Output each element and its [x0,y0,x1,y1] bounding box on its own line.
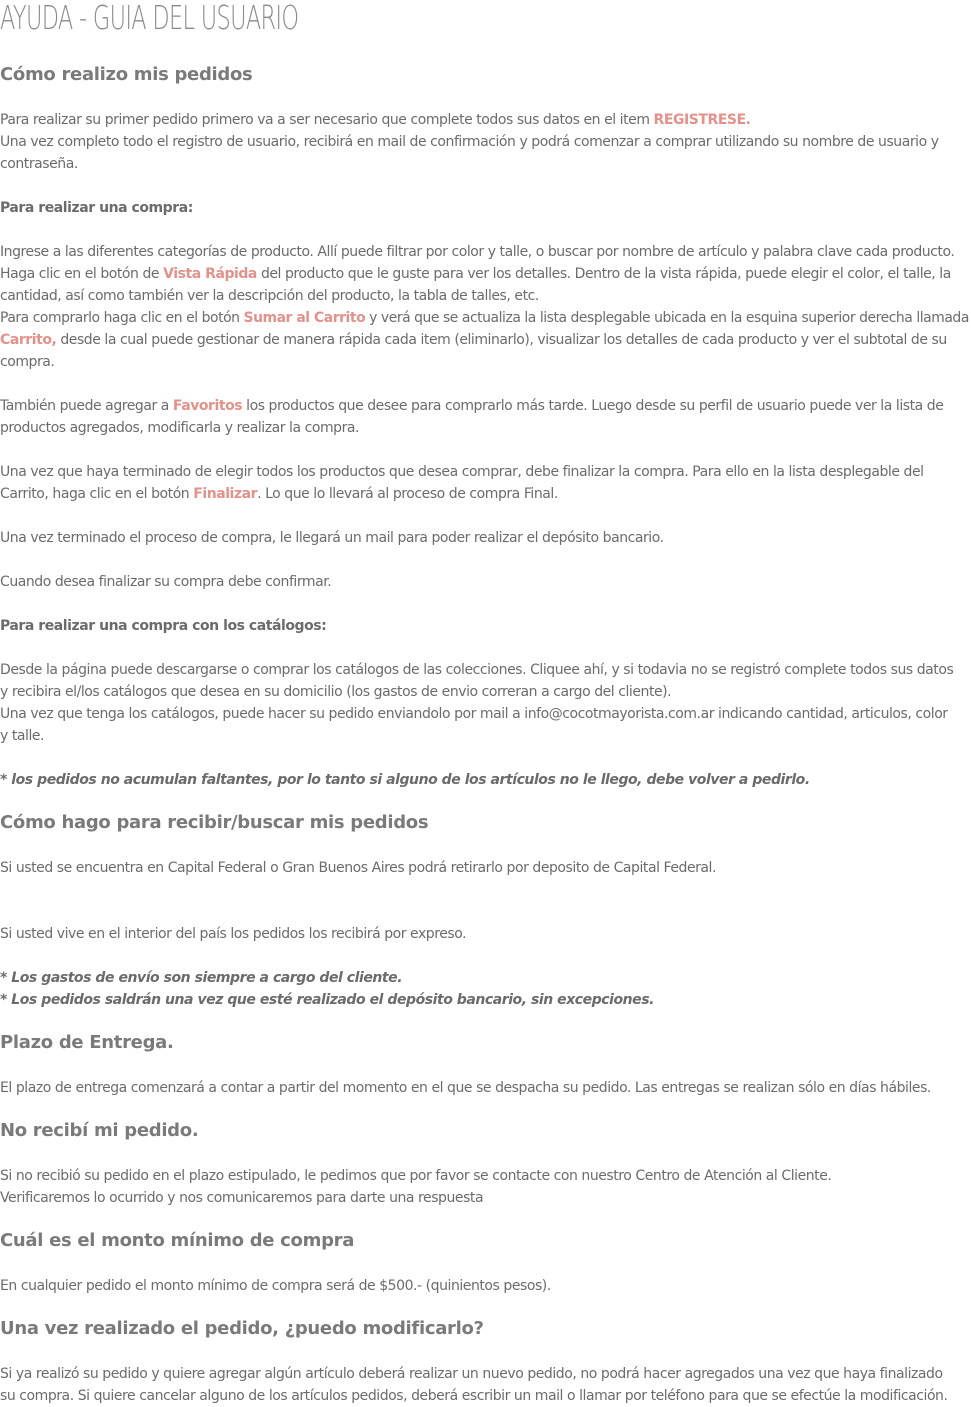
text: desde la cual puede gestionar de manera rápida cada item (eliminarlo), visualizar los detalles de cada producto y ver el subtotal de su [56,332,947,348]
paragraph-line: En cualquier pedido el monto mínimo de compra será de $500.- (quinientos pesos). [0,1278,551,1294]
paragraph-line [0,483,558,505]
heading-pedidos: Cómo realizo mis pedidos [0,64,253,85]
text: También puede agregar a [0,398,173,414]
text: Carrito, haga clic en el botón [0,486,194,502]
paragraph-line: Si usted se encuentra en Capital Federal o Gran Buenos Aires podrá retirarlo por deposito de Capital Federal. [0,860,717,876]
subheading-catalogos: Para realizar una compra con los catálogos: [0,618,327,634]
text: del producto que le guste para ver los detalles. Dentro de la vista rápida, puede elegir el color, el talle, la [256,266,951,282]
paragraph-line: Si no recibió su pedido en el plazo estipulado, le pedimos que por favor se contacte con nuestro Centro de Atención al Cliente. [0,1168,832,1184]
paragraph-line [0,109,751,131]
carrito-highlight: Carrito, [0,332,57,348]
vista-rapida-highlight: Vista Rápida [163,266,257,282]
note-faltantes: * los pedidos no acumulan faltantes, por lo tanto si alguno de los artículos no le llego, debe volver a pedirlo. [0,772,810,788]
sumar-carrito-highlight: Sumar al Carrito [243,310,366,326]
paragraph-line: Una vez completo todo el registro de usuario, recibirá en mail de confirmación y podrá comenzar a comprar utilizando su nombre de usuario y [0,134,939,150]
text: los productos que desee para comprarlo más tarde. Luego desde su perfil de usuario puede ver la lista de [242,398,944,414]
text: Para comprarlo haga clic en el botón [0,310,244,326]
paragraph-line: cantidad, así como también ver la descripción del producto, la tabla de talles, etc. [0,288,539,304]
registrese-link[interactable]: REGISTRESE. [653,112,751,128]
paragraph-line: Una vez terminado el proceso de compra, le llegará un mail para poder realizar el depósito bancario. [0,530,664,546]
finalizar-highlight: Finalizar [193,486,258,502]
paragraph-line: Una vez que tenga los catálogos, puede hacer su pedido enviandolo por mail a info@cocotmayorista.com.ar indicando cantidad, articulos, color [0,706,948,722]
note-deposito: * Los pedidos saldrán una vez que esté realizado el depósito bancario, sin excepciones. [0,992,654,1008]
paragraph-line [0,263,951,285]
heading-plazo: Plazo de Entrega. [0,1032,174,1053]
paragraph-line [0,307,969,329]
note-gastos: * Los gastos de envío son siempre a cargo del cliente. [0,970,403,986]
paragraph-line: Si ya realizó su pedido y quiere agregar algún artículo deberá realizar un nuevo pedido, no podrá hacer agregados una vez que haya finalizado [0,1366,943,1382]
paragraph-line: y talle. [0,728,45,744]
paragraph-line: Si usted vive en el interior del país los pedidos los recibirá por expreso. [0,926,467,942]
paragraph-line: Una vez que haya terminado de elegir todos los productos que desea comprar, debe finalizar la compra. Para ello en la lista desplegable del [0,464,924,480]
heading-recibir: Cómo hago para recibir/buscar mis pedidos [0,812,429,833]
paragraph-line: su compra. Si quiere cancelar alguno de los artículos pedidos, deberá escribir un mail o llamar por teléfono para que se efectúe la modificación. [0,1388,948,1404]
heading-monto: Cuál es el monto mínimo de compra [0,1230,355,1251]
heading-modificar: Una vez realizado el pedido, ¿puedo modificarlo? [0,1318,484,1339]
page-title: AYUDA - GUIA DEL USUARIO [0,0,299,37]
favoritos-highlight: Favoritos [172,398,243,414]
paragraph-line: Verificaremos lo ocurrido y nos comunicaremos para darte una respuesta [0,1190,484,1206]
subheading-compra: Para realizar una compra: [0,200,193,216]
text: . Lo que lo llevará al proceso de compra Final. [257,486,558,502]
paragraph-line [0,329,947,351]
heading-no-recibi: No recibí mi pedido. [0,1120,199,1141]
text: Haga clic en el botón de [0,266,164,282]
paragraph-line: contraseña. [0,156,78,172]
paragraph-line: Cuando desea finalizar su compra debe confirmar. [0,574,332,590]
text: y verá que se actualiza la lista desplegable ubicada en la esquina superior derecha llamada [365,310,969,326]
paragraph-line: El plazo de entrega comenzará a contar a partir del momento en el que se despacha su pedido. Las entregas se realizan sólo en días hábiles. [0,1080,931,1096]
paragraph-line [0,395,943,417]
paragraph-line: Ingrese a las diferentes categorías de producto. Allí puede filtrar por color y talle, o buscar por nombre de artículo y palabra clave cada producto. [0,244,955,260]
paragraph-line: compra. [0,354,55,370]
paragraph-line: y recibira el/los catálogos que desea en su domicilio (los gastos de envio correran a cargo del cliente). [0,684,672,700]
text: Para realizar su primer pedido primero va a ser necesario que complete todos sus datos en el item [0,112,654,128]
paragraph-line: Desde la página puede descargarse o comprar los catálogos de las colecciones. Cliquee ahí, y si todavia no se registró complete todos sus datos [0,662,954,678]
paragraph-line: productos agregados, modificarla y realizar la compra. [0,420,360,436]
